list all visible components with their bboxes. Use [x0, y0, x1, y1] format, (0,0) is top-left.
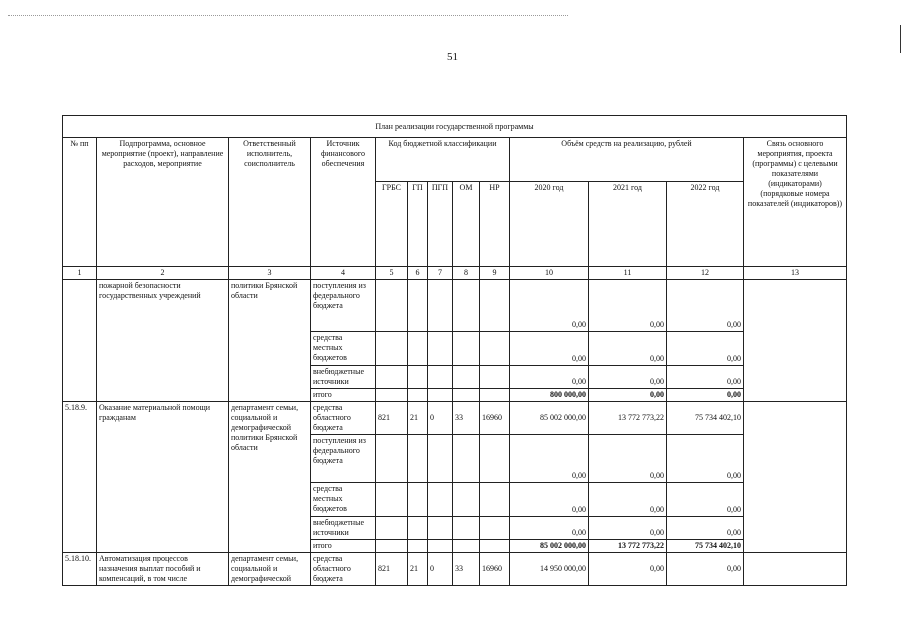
- row-link: [744, 553, 847, 586]
- value-2020: 0,00: [510, 435, 589, 483]
- header-source: Источник финансового обеспечения: [311, 138, 376, 267]
- value-2021: 0,00: [589, 483, 667, 517]
- column-number: 11: [589, 267, 667, 280]
- value-2022: 0,00: [667, 483, 744, 517]
- code-grbs: 821: [376, 553, 408, 586]
- value-2022: 0,00: [667, 553, 744, 586]
- header-link: Связь основного мероприятия, проекта (программы) с целевыми показателями (индикаторами) (порядковые номера показателей (индикаторов)): [744, 138, 847, 267]
- row-link: [744, 280, 847, 402]
- header-responsible: Ответственный исполнитель, соисполнитель: [229, 138, 311, 267]
- value-2020: 0,00: [510, 483, 589, 517]
- header-subprogram: Подпрограмма, основное мероприятие (проект), направление расходов, мероприятие: [97, 138, 229, 267]
- column-number-row: [63, 267, 847, 280]
- header-pgp: ПГП: [428, 182, 453, 267]
- value-2022: 0,00: [667, 366, 744, 389]
- row-name: пожарной безопасности государственных учреждений: [97, 280, 229, 402]
- header-grbs: ГРБС: [376, 182, 408, 267]
- value-2021: 0,00: [589, 553, 667, 586]
- row-responsible: департамент семьи, социальной и демографической: [229, 553, 311, 586]
- column-number: 3: [229, 267, 311, 280]
- column-number: 5: [376, 267, 408, 280]
- code-pgp: 0: [428, 553, 453, 586]
- header-np: НР: [480, 182, 510, 267]
- value-2021: 0,00: [589, 435, 667, 483]
- row-source: внебюджетные источники: [311, 517, 376, 540]
- header-volume: Объём средств на реализацию, рублей: [510, 138, 744, 182]
- value-2021: 0,00: [589, 517, 667, 540]
- row-link: [744, 402, 847, 553]
- row-source: итого: [311, 389, 376, 402]
- code-gp: 21: [408, 553, 428, 586]
- value-2022: 0,00: [667, 517, 744, 540]
- column-number: 13: [744, 267, 847, 280]
- value-2021: 0,00: [589, 389, 667, 402]
- header-2021: 2021 год: [589, 182, 667, 267]
- row-num: [63, 280, 97, 402]
- value-2021: 13 772 773,22: [589, 402, 667, 435]
- value-2020: 14 950 000,00: [510, 553, 589, 586]
- value-2022: 0,00: [667, 332, 744, 366]
- row-source: поступления из федерального бюджета: [311, 280, 376, 332]
- header-gp: ГП: [408, 182, 428, 267]
- column-number: 10: [510, 267, 589, 280]
- value-2020: 0,00: [510, 366, 589, 389]
- column-number: 9: [480, 267, 510, 280]
- column-number: 7: [428, 267, 453, 280]
- header-2020: 2020 год: [510, 182, 589, 267]
- page-number: 51: [447, 51, 458, 63]
- value-2021: 13 772 773,22: [589, 540, 667, 553]
- row-num: 5.18.9.: [63, 402, 97, 553]
- value-2022: 75 734 402,10: [667, 540, 744, 553]
- row-num: 5.18.10.: [63, 553, 97, 586]
- code-pgp: 0: [428, 402, 453, 435]
- row-source: средства областного бюджета: [311, 553, 376, 586]
- value-2020: 0,00: [510, 280, 589, 332]
- table-row: [63, 280, 847, 332]
- row-responsible: политики Брянской области: [229, 280, 311, 402]
- code-om: 33: [453, 553, 480, 586]
- header-num: № пп: [63, 138, 97, 267]
- row-source: итого: [311, 540, 376, 553]
- value-2021: 0,00: [589, 366, 667, 389]
- table-row: [63, 553, 847, 586]
- value-2020: 800 000,00: [510, 389, 589, 402]
- row-responsible: департамент семьи, социальной и демографической политики Брянской области: [229, 402, 311, 553]
- plan-table: [62, 115, 847, 586]
- column-number: 6: [408, 267, 428, 280]
- row-name: Автоматизация процессов назначения выплат пособий и компенсаций, в том числе: [97, 553, 229, 586]
- value-2020: 85 002 000,00: [510, 402, 589, 435]
- value-2020: 0,00: [510, 332, 589, 366]
- row-name: Оказание материальной помощи гражданам: [97, 402, 229, 553]
- value-2021: 0,00: [589, 332, 667, 366]
- code-gp: 21: [408, 402, 428, 435]
- column-number: 1: [63, 267, 97, 280]
- header-budget-code: Код бюджетной классификации: [376, 138, 510, 182]
- code-grbs: 821: [376, 402, 408, 435]
- code-np: 16960: [480, 553, 510, 586]
- column-number: 4: [311, 267, 376, 280]
- code-np: 16960: [480, 402, 510, 435]
- column-number: 12: [667, 267, 744, 280]
- column-number: 2: [97, 267, 229, 280]
- row-source: поступления из федерального бюджета: [311, 435, 376, 483]
- row-source: средства местных бюджетов: [311, 332, 376, 366]
- row-source: средства местных бюджетов: [311, 483, 376, 517]
- scan-edge-mark: [900, 25, 901, 53]
- code-om: 33: [453, 402, 480, 435]
- scan-artifact-line: [8, 15, 568, 16]
- value-2022: 0,00: [667, 389, 744, 402]
- row-source: средства областного бюджета: [311, 402, 376, 435]
- value-2022: 75 734 402,10: [667, 402, 744, 435]
- header-om: ОМ: [453, 182, 480, 267]
- value-2022: 0,00: [667, 435, 744, 483]
- column-number: 8: [453, 267, 480, 280]
- table-title: План реализации государственной программы: [63, 116, 847, 138]
- value-2020: 0,00: [510, 517, 589, 540]
- row-source: внебюджетные источники: [311, 366, 376, 389]
- value-2022: 0,00: [667, 280, 744, 332]
- value-2021: 0,00: [589, 280, 667, 332]
- value-2020: 85 002 000,00: [510, 540, 589, 553]
- header-2022: 2022 год: [667, 182, 744, 267]
- table-row: [63, 402, 847, 435]
